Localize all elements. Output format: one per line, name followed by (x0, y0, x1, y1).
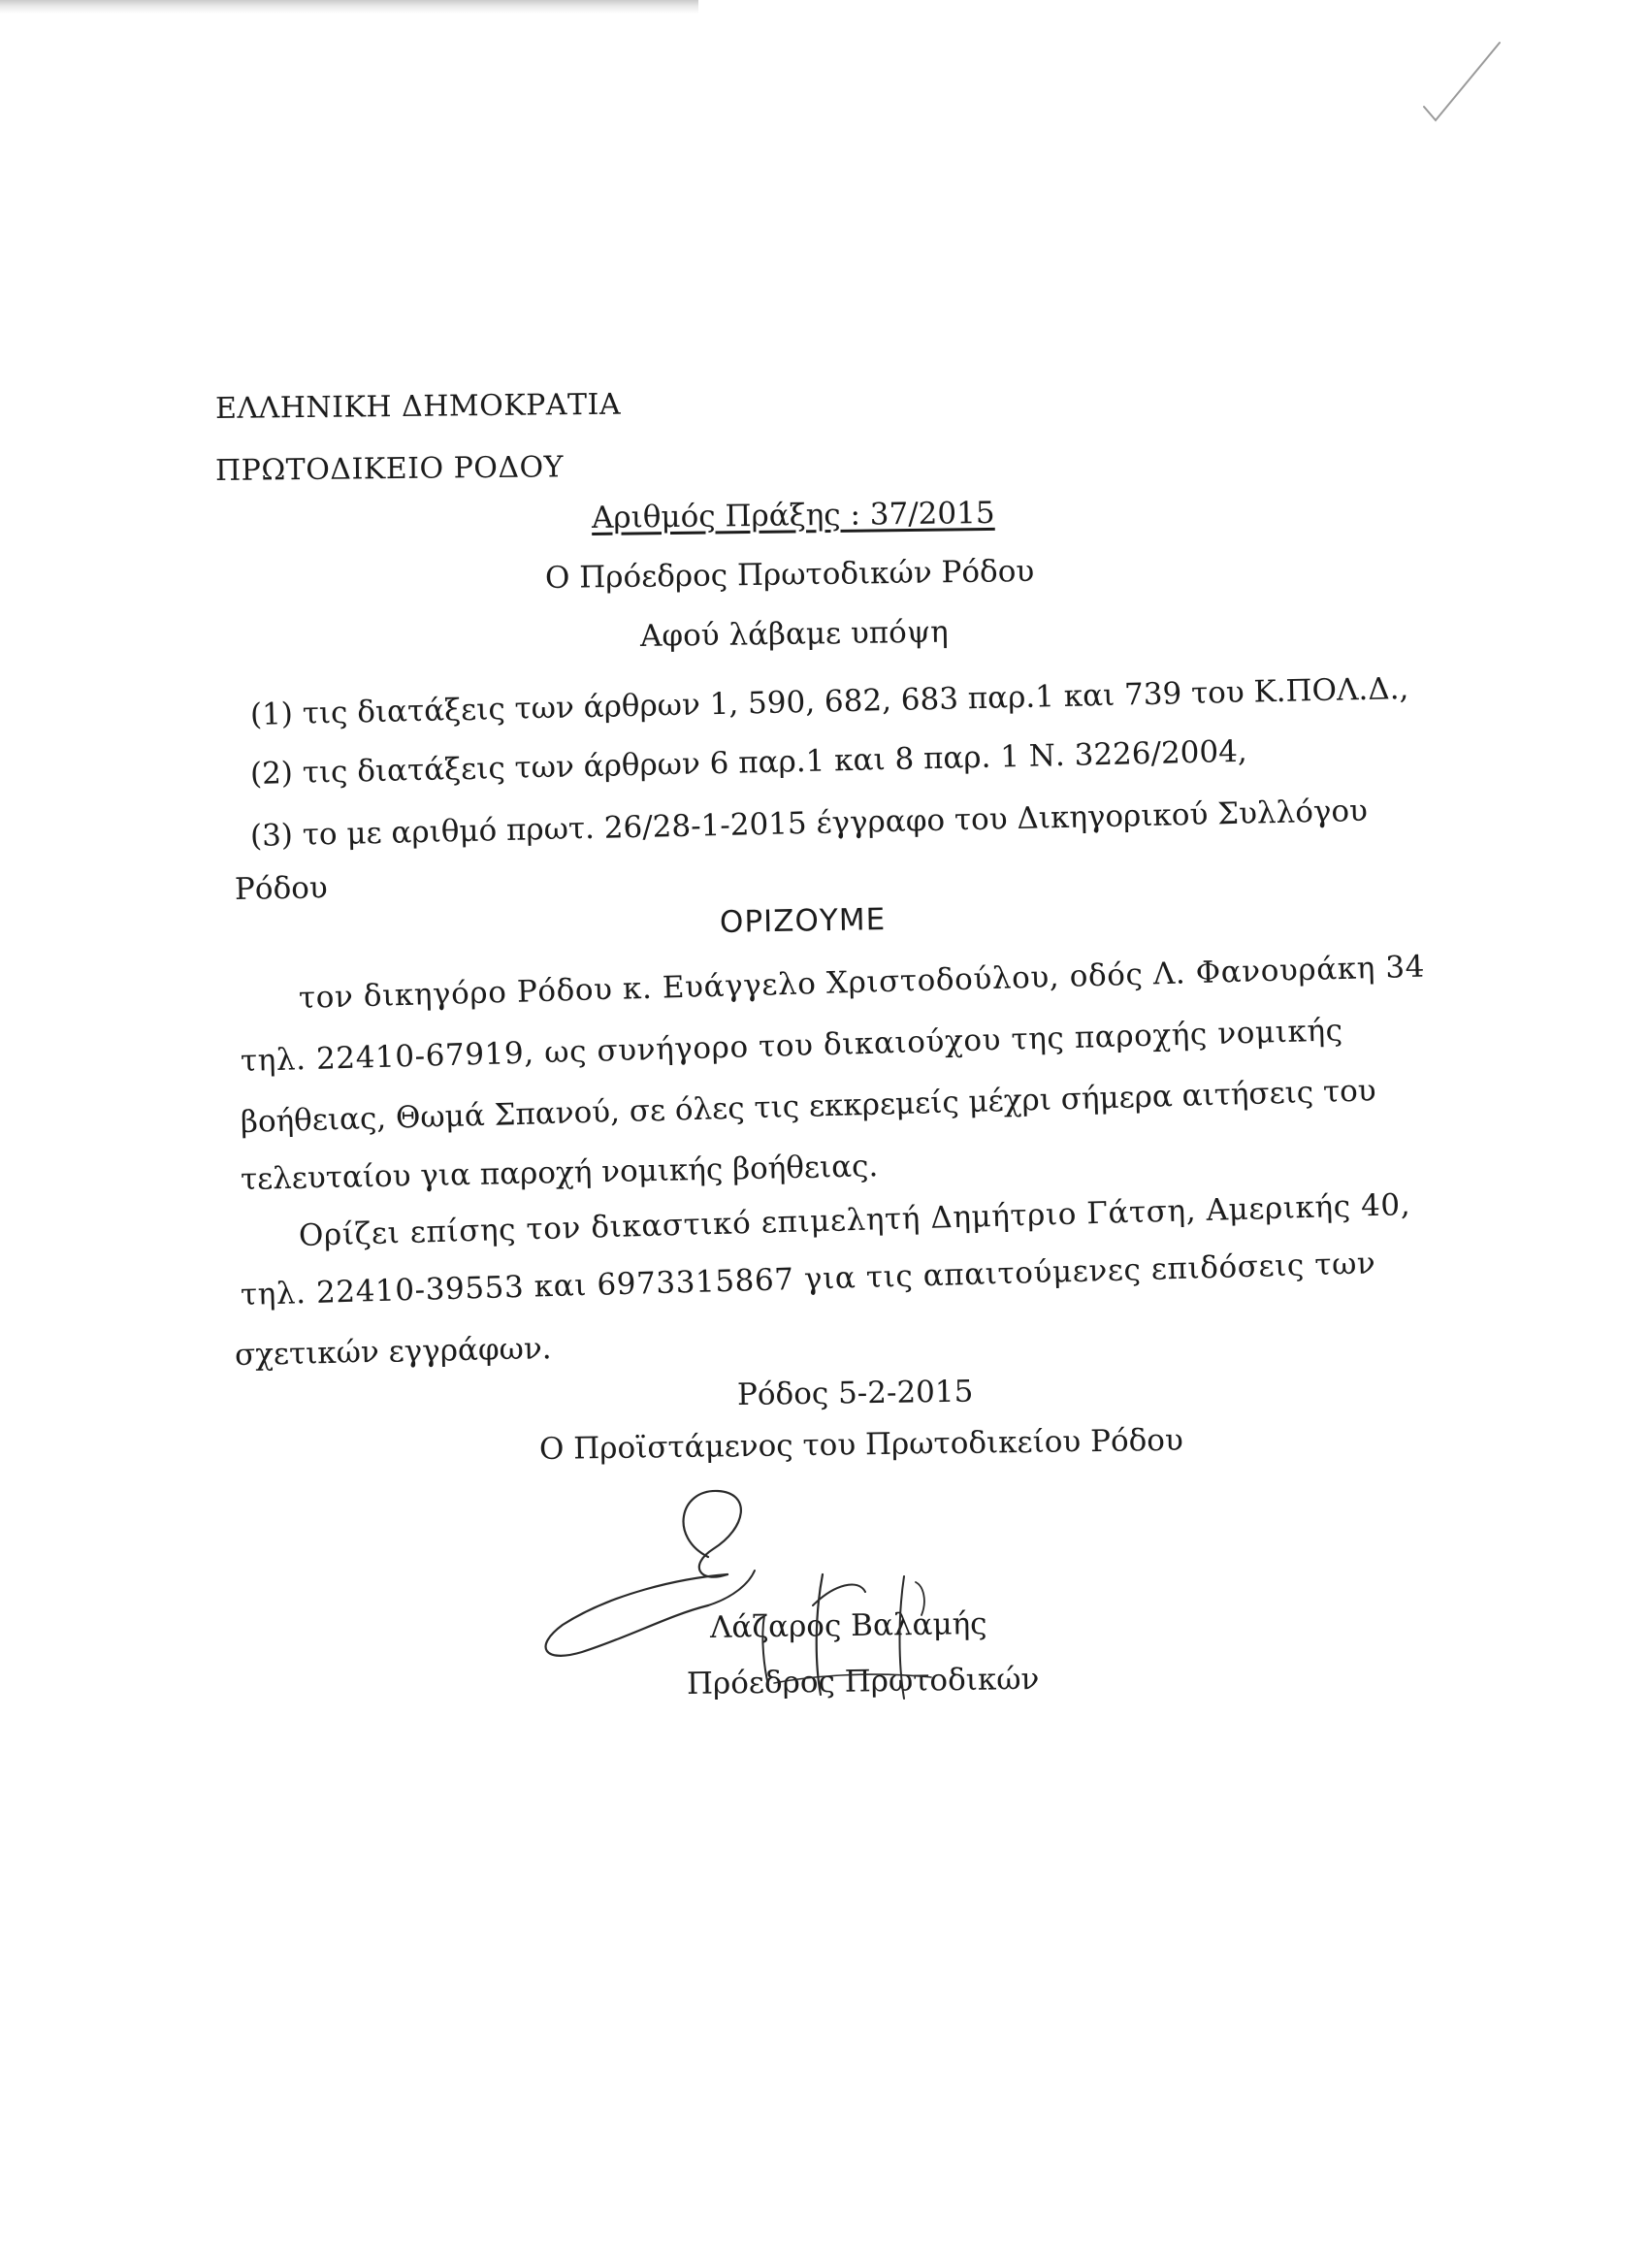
consideration-3: (3) το με αριθμό πρωτ. 26/28-1-2015 έγγραφο του Δικηγορικού Συλλόγου (249, 793, 1369, 854)
signatory-title: Ο Προϊστάμενος του Πρωτοδικείου Ρόδου (538, 1422, 1184, 1467)
court-header: ΠΡΩΤΟΔΙΚΕΙΟ ΡΟΔΟΥ (214, 450, 565, 488)
consideration-2: (2) τις διατάξεις των άρθρων 6 παρ.1 και 8 παρ. 1 Ν. 3226/2004, (249, 733, 1248, 792)
place-date: Ρόδος 5-2-2015 (736, 1374, 974, 1412)
state-header: ΕΛΛΗΝΙΚΗ ΔΗΜΟΚΡΑΤΙΑ (214, 387, 622, 426)
body-line-2: τηλ. 22410-67919, ως συνήγορο του δικαιούχου της παροχής νομικής (240, 1013, 1344, 1079)
body-line-5: Ορίζει επίσης τον δικαστικό επιμελητή Δημήτριο Γάτση, Αμερικής 40, (298, 1186, 1411, 1253)
handwritten-signature (524, 1470, 1028, 1722)
considering-label: Αφού λάβαμε υπόψη (639, 614, 949, 654)
signatory-name: Λάζαρος Βαλαμής (709, 1606, 987, 1645)
body-line-6: τηλ. 22410-39553 και 6973315867 για τις απαιτούμενες επιδόσεις των (240, 1246, 1376, 1312)
signatory-role: Πρόεδρος Πρωτοδικών (686, 1661, 1040, 1701)
consideration-1: (1) τις διατάξεις των άρθρων 1, 590, 682, 683 παρ.1 και 739 του Κ.ΠΟΛ.Δ., (249, 670, 1409, 732)
consideration-3-continued: Ρόδου (234, 870, 329, 907)
body-line-3: βοήθειας, Θωμά Σπανού, σε όλες τις εκκρεμείς μέχρι σήμερα αιτήσεις του (240, 1073, 1377, 1140)
body-line-7: σχετικών εγγράφων. (234, 1331, 552, 1373)
decision-heading: ΟΡΙΖΟΥΜΕ (719, 902, 887, 940)
act-issuer: Ο Πρόεδρος Πρωτοδικών Ρόδου (544, 553, 1035, 596)
body-line-1: τον δικηγόρο Ρόδου κ. Ευάγγελο Χριστοδούλου, οδός Λ. Φανουράκη 34 (298, 949, 1426, 1016)
body-line-4: τελευταίου για παροχή νομικής βοήθειας. (240, 1149, 879, 1197)
act-number: Αριθμός Πράξης : 37/2015 (591, 495, 995, 535)
